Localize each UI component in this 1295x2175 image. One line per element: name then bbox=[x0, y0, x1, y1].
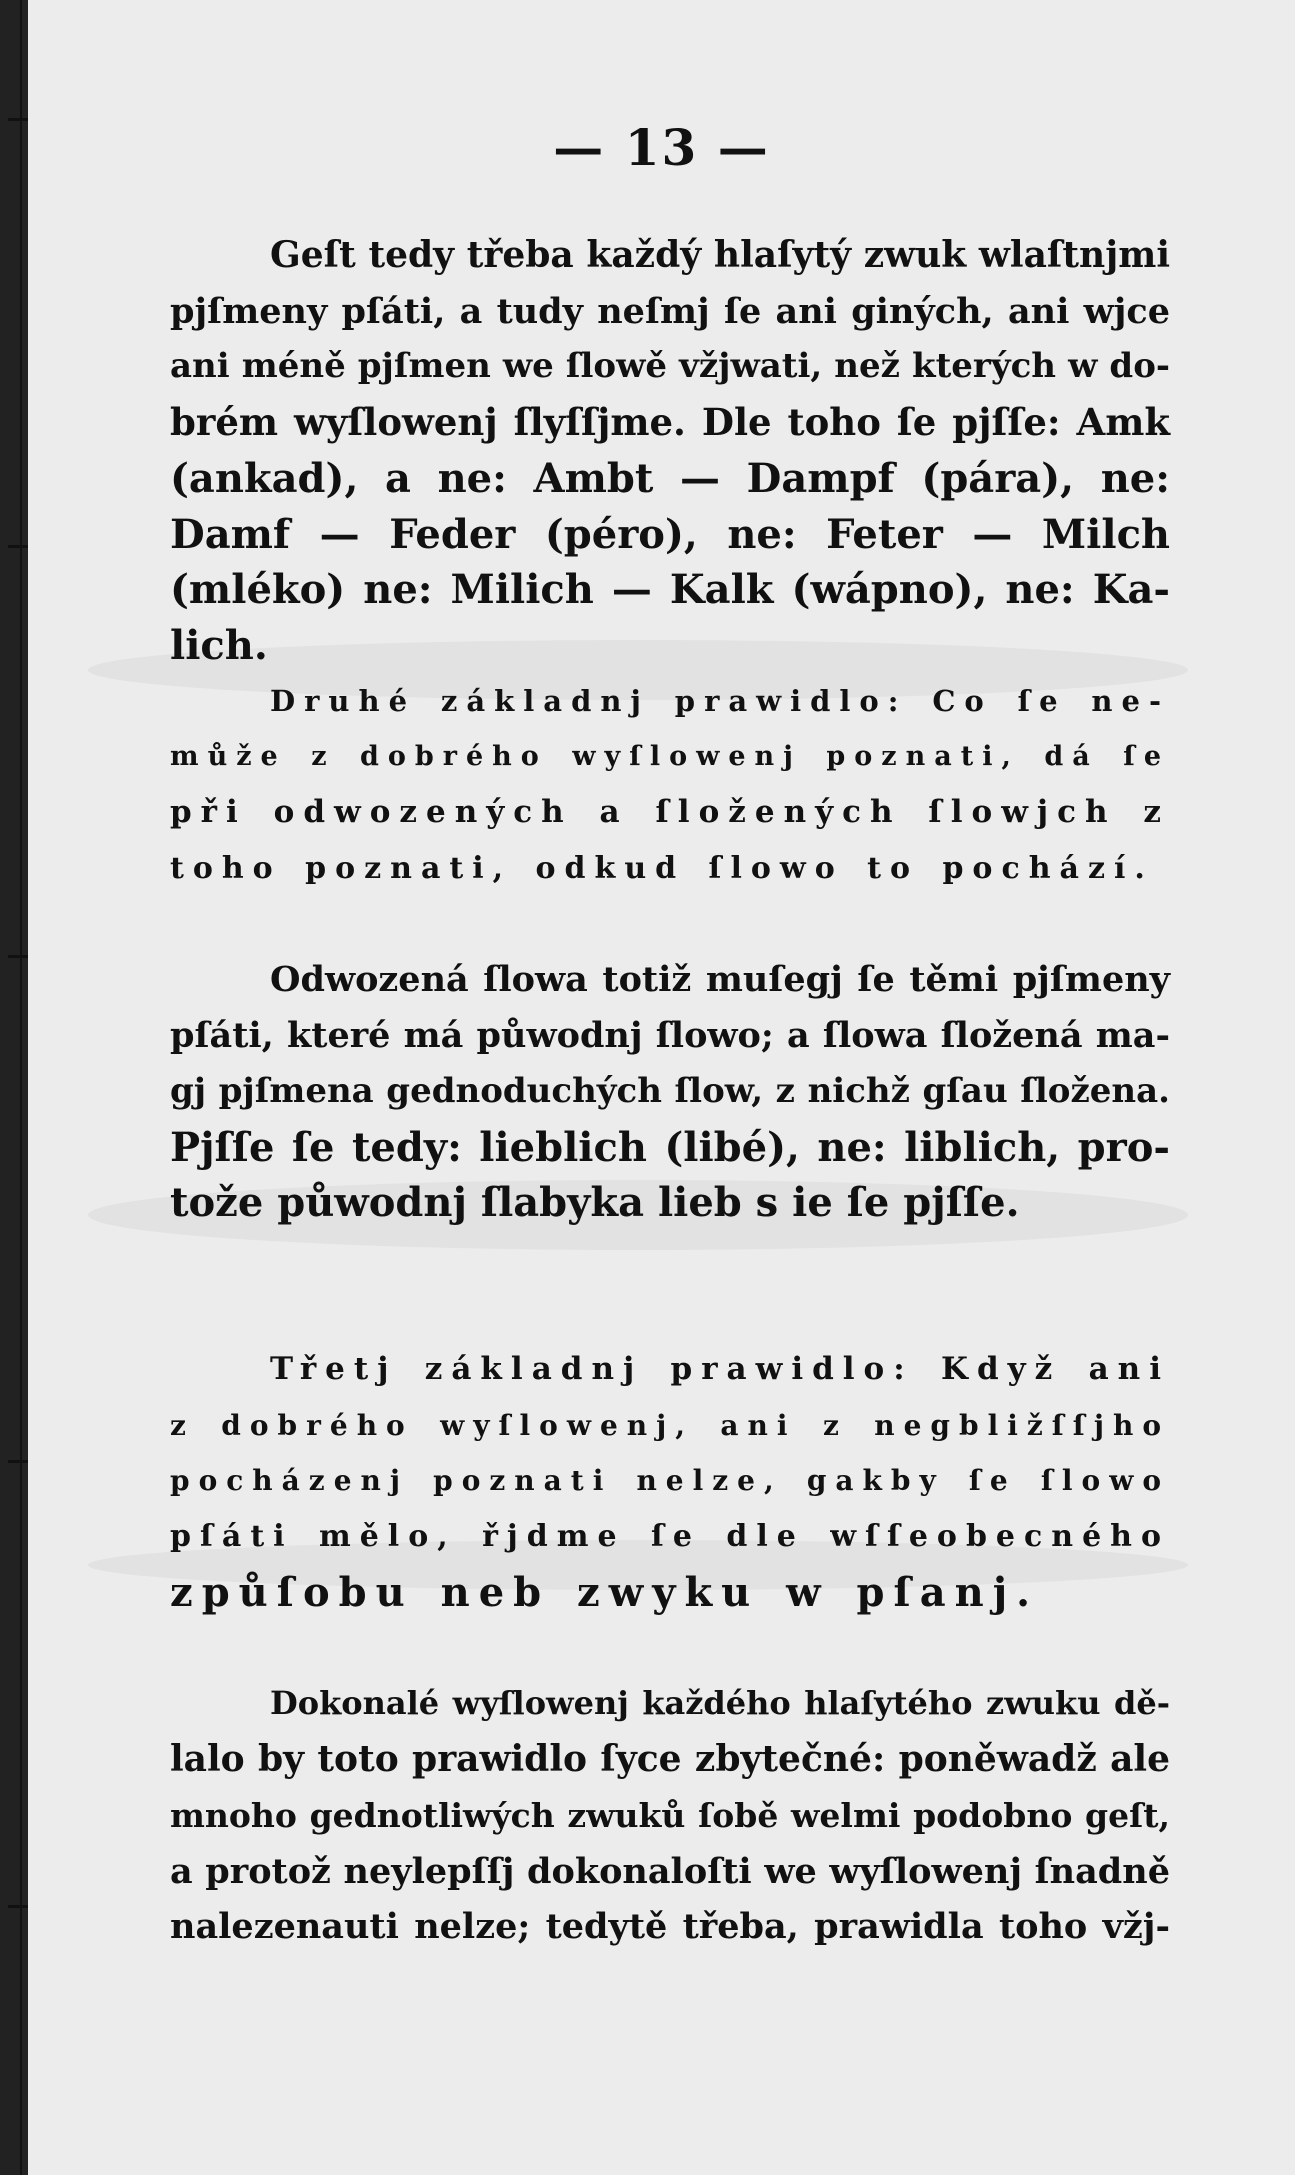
page-number: — 13 — bbox=[553, 118, 770, 177]
paragraph-1 bbox=[170, 228, 1170, 674]
text-line: toho poznati, odkud ſlowo to pochází. bbox=[170, 850, 1154, 886]
text-line: pſáti mělo, řjdme ſe dle wſſeobecného bbox=[170, 1519, 1170, 1555]
book-binding-edge bbox=[0, 0, 28, 2175]
text-line: Geſt tedy třeba každý hlaſytý zwuk wlaſtnjmi bbox=[270, 234, 1170, 276]
text-line: ani méně pjſmen we ſlowě vžjwati, než kterých w do- bbox=[170, 346, 1170, 387]
text-line: způſobu neb zwyku w pſanj. bbox=[170, 1568, 1040, 1616]
paragraph-4-rule bbox=[170, 1342, 1170, 1621]
text-line: (ankad), a ne: Ambt — Dampf (pára), ne: bbox=[170, 454, 1170, 502]
text-line: (mléko) ne: Milich — Kalk (wápno), ne: Ka- bbox=[170, 566, 1170, 614]
text-line: Odwozená ſlowa totiž muſegj ſe těmi pjſmeny bbox=[270, 959, 1170, 1001]
binding-mark bbox=[8, 1460, 28, 1463]
text-line: brém wyſlowenj ſlyſſjme. Dle toho ſe pjſſe: Amk bbox=[170, 400, 1170, 445]
paragraph-2-rule bbox=[170, 674, 1170, 897]
text-line: může z dobrého wyſlowenj poznati, dá ſe bbox=[170, 741, 1170, 773]
text-line: pjſmeny pſáti, a tudy neſmj ſe ani giných, ani wjce bbox=[170, 290, 1170, 332]
page-body-text bbox=[170, 228, 1170, 1955]
text-line: Damf — Feder (péro), ne: Feter — Milch bbox=[170, 510, 1170, 558]
binding-line bbox=[20, 0, 22, 2175]
text-line: Dokonalé wyſlowenj každého hlaſytého zwuku dě- bbox=[270, 1684, 1170, 1723]
text-line: tože půwodnj ſlabyka lieb s ie ſe pjſſe. bbox=[170, 1179, 1020, 1227]
text-line: a protož neylepſſj dokonaloſti we wyſlowenj ſnadně bbox=[170, 1850, 1170, 1892]
text-line: Druhé základnj prawidlo: Co ſe ne- bbox=[270, 683, 1170, 718]
paragraph-5 bbox=[170, 1676, 1170, 1955]
binding-mark bbox=[8, 1905, 28, 1908]
text-line: Třetj základnj prawidlo: Když ani bbox=[270, 1350, 1170, 1387]
binding-mark bbox=[8, 955, 28, 958]
text-line: z dobrého wyſlowenj, ani z negbližſſjho bbox=[170, 1408, 1170, 1442]
book-page bbox=[28, 0, 1295, 2175]
text-line: lich. bbox=[170, 621, 268, 669]
paragraph-3 bbox=[170, 952, 1170, 1231]
text-line: pocházenj poznati nelze, gakby ſe ſlowo bbox=[170, 1464, 1170, 1498]
text-line: mnoho gednotliwých zwuků ſobě welmi podobno geſt, bbox=[170, 1795, 1170, 1835]
text-line: při odwozených a ſložených ſlowjch z bbox=[170, 794, 1170, 831]
text-line: Pjſſe ſe tedy: lieblich (libé), ne: liblich, pro- bbox=[170, 1123, 1170, 1171]
binding-mark bbox=[8, 118, 28, 121]
text-line: pſáti, které má půwodnj ſlowo; a ſlowa ſložená ma- bbox=[170, 1015, 1170, 1057]
text-line: nalezenauti nelze; tedytě třeba, prawidla toho vžj- bbox=[170, 1906, 1170, 1948]
text-line: lalo by toto prawidlo ſyce zbytečné: poněwadž ale bbox=[170, 1738, 1170, 1781]
text-line: gj pjſmena gednoduchých ſlow, z nichž gſau ſložena. bbox=[170, 1070, 1170, 1111]
binding-mark bbox=[8, 545, 28, 548]
